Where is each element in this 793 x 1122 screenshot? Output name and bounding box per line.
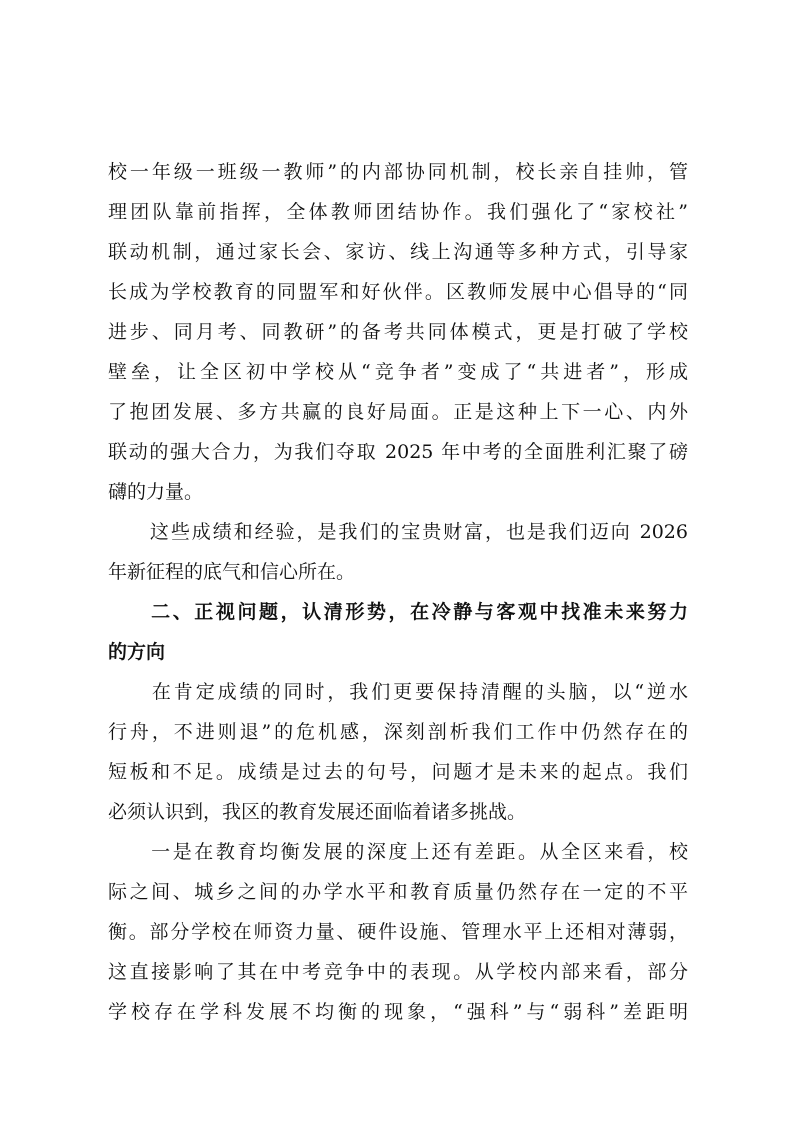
document-body xyxy=(108,152,688,1032)
text-line: 礴的力量。 xyxy=(108,481,204,503)
text-line: 联动的强大合力，为我们夺取 2025 年中考的全面胜利汇聚了磅 xyxy=(108,441,688,463)
text-line: 际之间、城乡之间的办学水平和教育质量仍然存在一定的不平 xyxy=(108,881,688,903)
paragraph-balanced-development xyxy=(108,832,688,1032)
text-line: 进步、同月考、同教研”的备考共同体模式，更是打破了学校 xyxy=(108,321,688,343)
text-line: 一是在教育均衡发展的深度上还有差距。从全区来看，校 xyxy=(108,841,688,863)
text-line: 这些成绩和经验，是我们的宝贵财富，也是我们迈向 2026 xyxy=(108,521,688,543)
paragraph-face-problems xyxy=(108,672,688,832)
text-line: 这直接影响了其在中考竞争中的表现。从学校内部来看，部分 xyxy=(108,961,688,983)
text-line: 了抱团发展、多方共赢的良好局面。正是这种上下一心、内外 xyxy=(108,401,688,423)
text-line: 在肯定成绩的同时，我们更要保持清醒的头脑，以“逆水 xyxy=(108,681,688,703)
text-line: 联动机制，通过家长会、家访、线上沟通等多种方式，引导家 xyxy=(108,241,688,263)
text-line: 行舟，不进则退”的危机感，深刻剖析我们工作中仍然存在的 xyxy=(108,721,688,743)
text-line: 壁垒，让全区初中学校从“竞争者”变成了“共进者”，形成 xyxy=(108,361,688,383)
text-line: 年新征程的底气和信心所在。 xyxy=(108,561,356,583)
section-heading-two xyxy=(108,592,688,672)
heading-line: 的方向 xyxy=(108,641,166,663)
text-line: 短板和不足。成绩是过去的句号，问题才是未来的起点。我们 xyxy=(108,761,688,783)
paragraph-coordination-mechanism xyxy=(108,152,688,512)
heading-line: 二、正视问题，认清形势，在冷静与客观中找准未来努力 xyxy=(108,601,688,623)
text-line: 校一年级一班级一教师”的内部协同机制，校长亲自挂帅，管 xyxy=(108,161,688,183)
text-line: 理团队靠前指挥，全体教师团结协作。我们强化了“家校社” xyxy=(108,201,688,223)
text-line: 长成为学校教育的同盟军和好伙伴。区教师发展中心倡导的“同 xyxy=(108,281,688,303)
text-line: 学校存在学科发展不均衡的现象，“强科”与“弱科”差距明 xyxy=(108,1001,688,1023)
text-line: 必须认识到，我区的教育发展还面临着诸多挑战。 xyxy=(108,801,527,823)
text-line: 衡。部分学校在师资力量、硬件设施、管理水平上还相对薄弱， xyxy=(108,921,688,943)
paragraph-achievements-summary xyxy=(108,512,688,592)
